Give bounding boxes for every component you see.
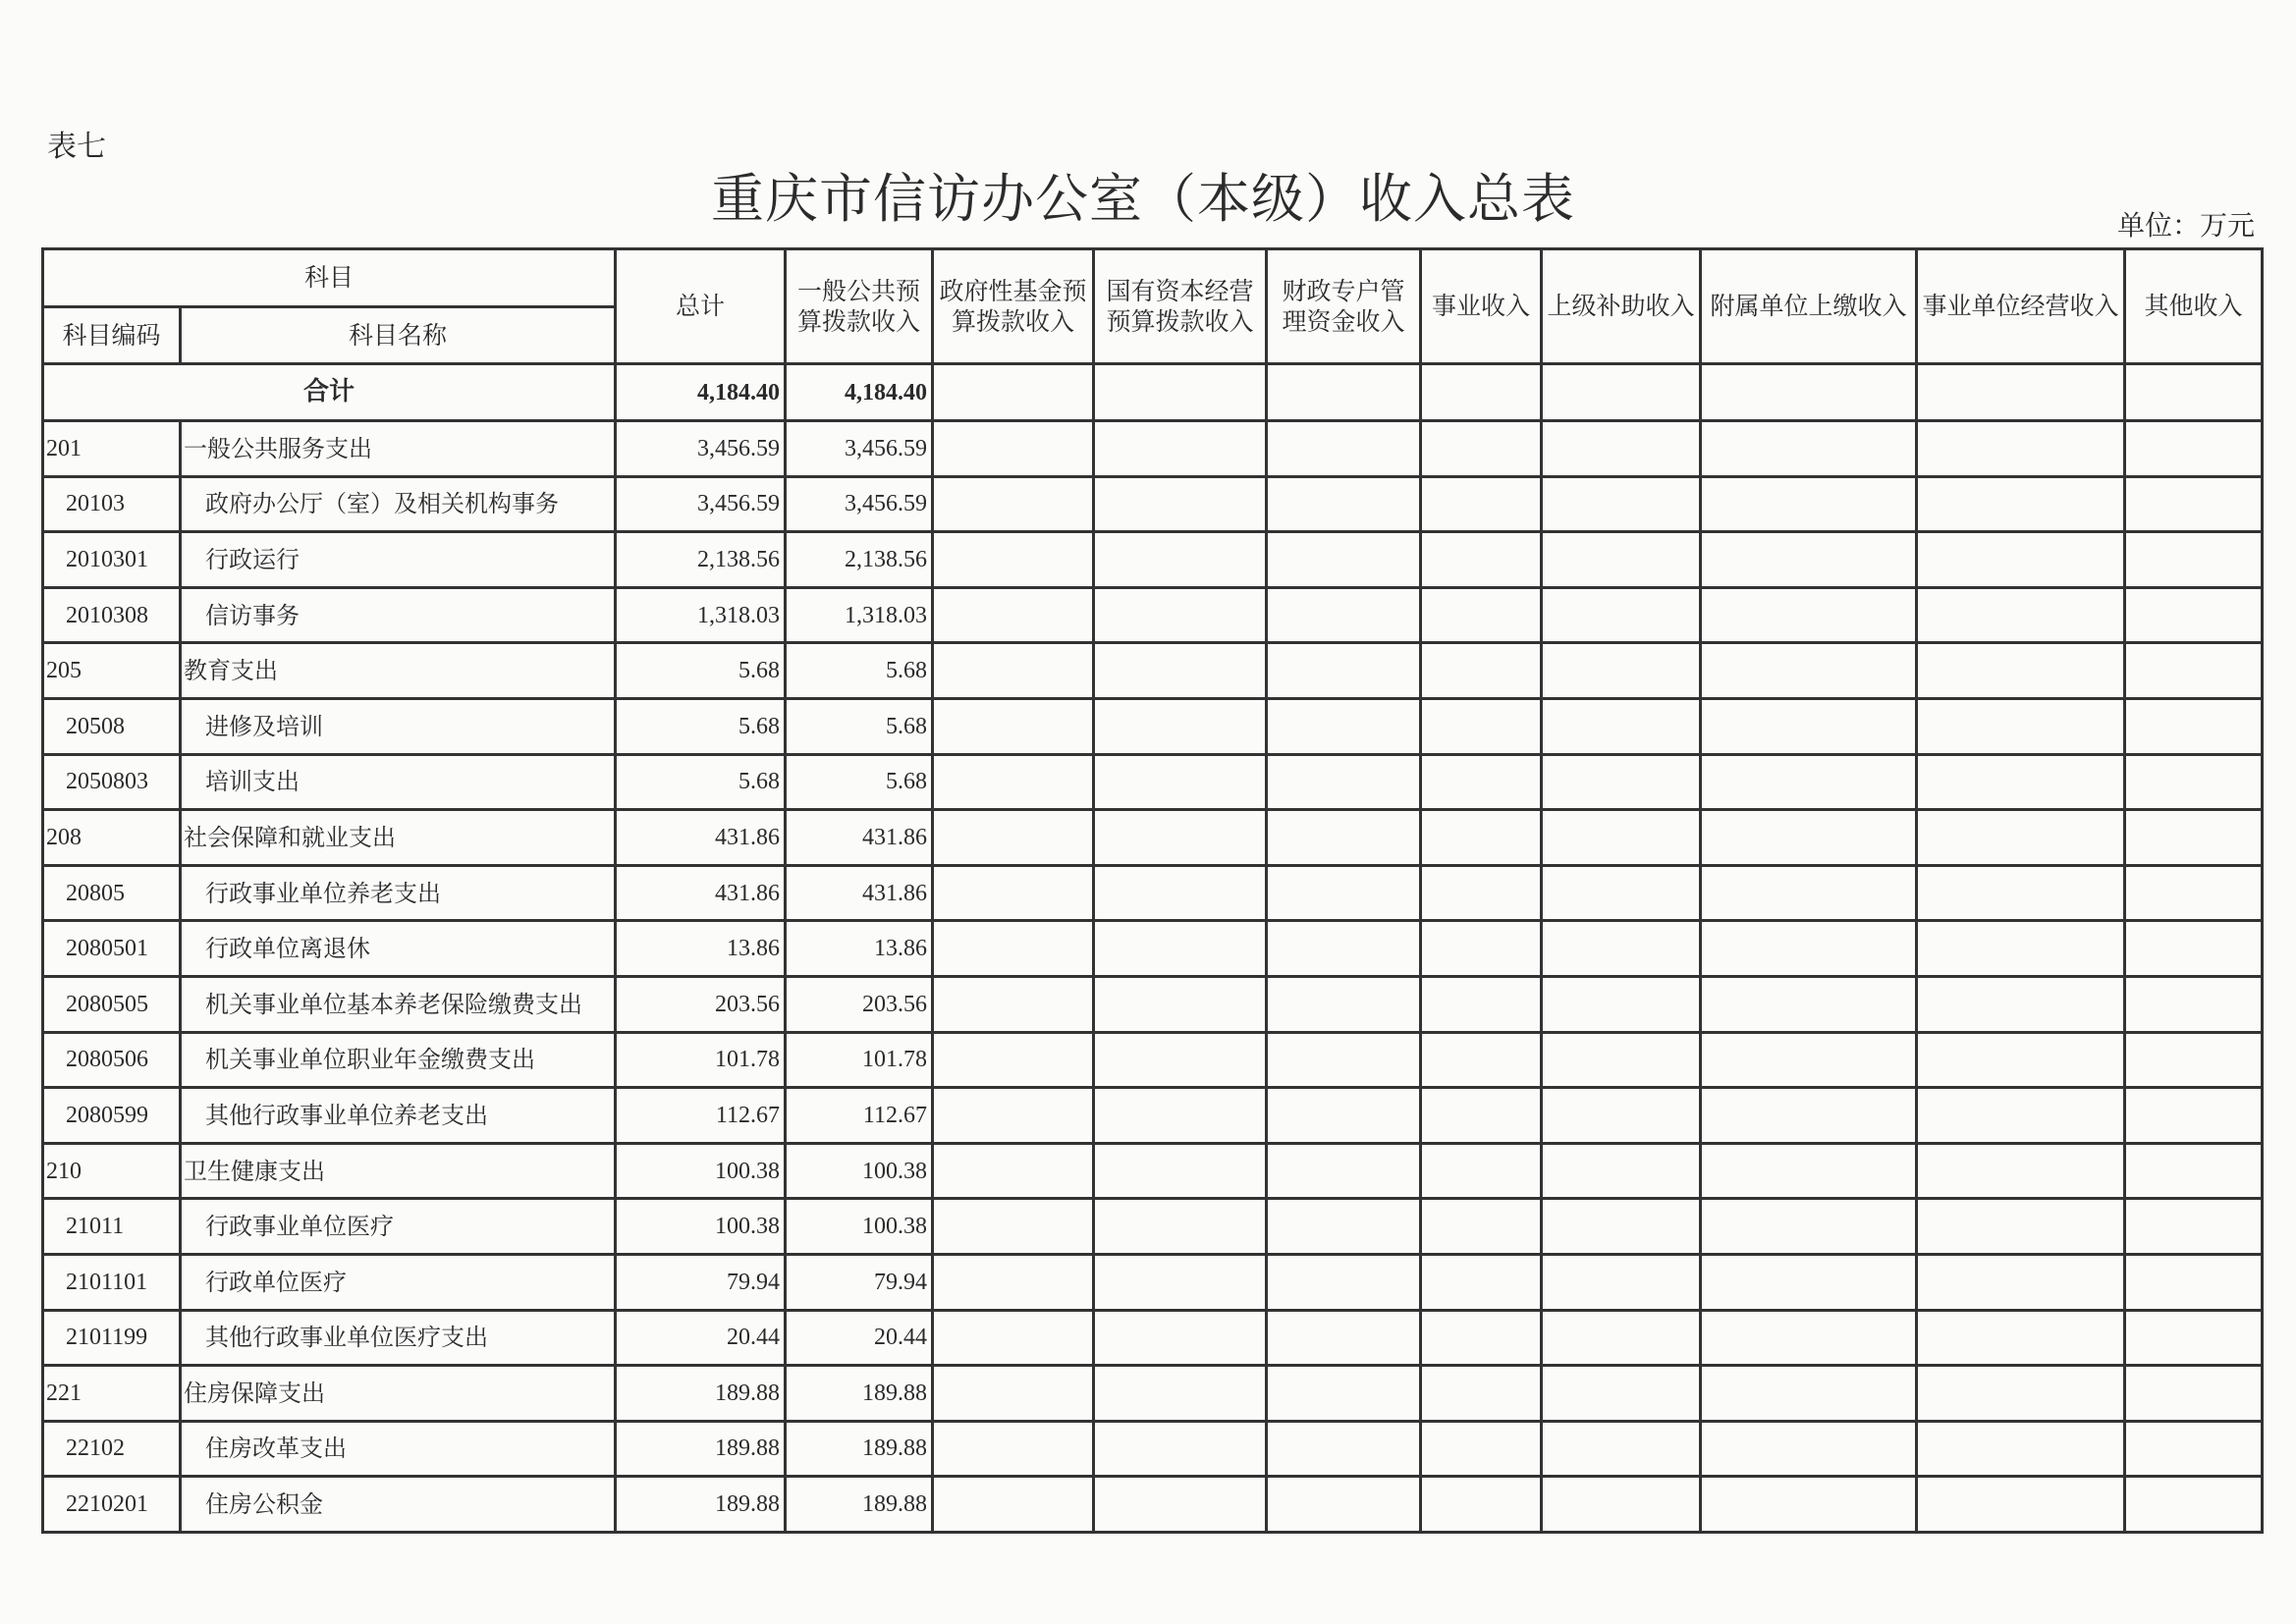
empty-cell: [1701, 1254, 1917, 1310]
header-subject-name: 科目名称: [181, 307, 616, 364]
table-row: [43, 1310, 2263, 1366]
empty-cell: [1094, 921, 1267, 977]
empty-cell: [1421, 810, 1542, 866]
empty-cell: [1267, 698, 1421, 754]
empty-cell: [1267, 1254, 1421, 1310]
empty-cell: [933, 976, 1094, 1032]
page-title-text: 重庆市信访办公室（本级）收入总表: [711, 168, 1575, 230]
table-row: [43, 865, 2263, 921]
general-budget-amount: 100.38: [786, 1199, 933, 1255]
table-row: [43, 643, 2263, 699]
empty-cell: [1917, 976, 2125, 1032]
income-summary-table: [41, 247, 2264, 1534]
header-col-general-budget: 一般公共预算拨款收入: [786, 249, 933, 364]
empty-cell: [1917, 1032, 2125, 1088]
table-row: [43, 1199, 2263, 1255]
empty-cell: [1094, 476, 1267, 532]
subject-name: 住房改革支出: [181, 1421, 616, 1477]
empty-cell: [1542, 1199, 1701, 1255]
subject-code: 2101199: [43, 1310, 181, 1366]
empty-cell: [1917, 532, 2125, 588]
subject-name: 行政事业单位养老支出: [181, 865, 616, 921]
subject-code: 2050803: [43, 754, 181, 810]
empty-cell: [1542, 532, 1701, 588]
empty-cell: [1094, 754, 1267, 810]
total-amount: 189.88: [616, 1366, 786, 1422]
empty-cell: [1917, 1254, 2125, 1310]
subject-name: 教育支出: [181, 643, 616, 699]
empty-cell: [1542, 364, 1701, 421]
empty-cell: [1267, 754, 1421, 810]
empty-cell: [933, 1088, 1094, 1144]
empty-cell: [1701, 643, 1917, 699]
header-col-affiliated-payment: 附属单位上缴收入: [1701, 249, 1917, 364]
table-row: [43, 476, 2263, 532]
empty-cell: [1917, 364, 2125, 421]
subject-code: 2080599: [43, 1088, 181, 1144]
subject-name: 政府办公厅（室）及相关机构事务: [181, 476, 616, 532]
general-budget-amount: 5.68: [786, 754, 933, 810]
header-col-total: 总计: [616, 249, 786, 364]
empty-cell: [1094, 1310, 1267, 1366]
empty-cell: [1701, 1143, 1917, 1199]
total-amount: 13.86: [616, 921, 786, 977]
empty-cell: [1267, 532, 1421, 588]
empty-cell: [1917, 1366, 2125, 1422]
header-col-gov-fund: 政府性基金预算拨款收入: [933, 249, 1094, 364]
empty-cell: [1542, 754, 1701, 810]
total-amount: 100.38: [616, 1199, 786, 1255]
empty-cell: [933, 532, 1094, 588]
empty-cell: [933, 587, 1094, 643]
empty-cell: [1421, 476, 1542, 532]
subject-code: 2080501: [43, 921, 181, 977]
empty-cell: [2125, 976, 2263, 1032]
empty-cell: [1542, 921, 1701, 977]
empty-cell: [1094, 643, 1267, 699]
empty-cell: [1701, 1199, 1917, 1255]
table-row: [43, 1366, 2263, 1422]
empty-cell: [2125, 921, 2263, 977]
empty-cell: [933, 364, 1094, 421]
total-amount: 79.94: [616, 1254, 786, 1310]
total-amount: 112.67: [616, 1088, 786, 1144]
empty-cell: [1421, 921, 1542, 977]
empty-cell: [2125, 364, 2263, 421]
subject-code: 21011: [43, 1199, 181, 1255]
empty-cell: [1701, 1421, 1917, 1477]
empty-cell: [1094, 865, 1267, 921]
subject-code: 20103: [43, 476, 181, 532]
subject-code: 2210201: [43, 1477, 181, 1533]
subject-name: 卫生健康支出: [181, 1143, 616, 1199]
empty-cell: [1267, 921, 1421, 977]
empty-cell: [1917, 1199, 2125, 1255]
empty-cell: [1267, 1032, 1421, 1088]
subject-name: 一般公共服务支出: [181, 421, 616, 477]
subject-name: 其他行政事业单位养老支出: [181, 1088, 616, 1144]
empty-cell: [1917, 1310, 2125, 1366]
empty-cell: [1542, 1032, 1701, 1088]
empty-cell: [1421, 976, 1542, 1032]
total-amount: 431.86: [616, 865, 786, 921]
general-budget-amount: 5.68: [786, 698, 933, 754]
table-row: [43, 698, 2263, 754]
table-row: [43, 587, 2263, 643]
empty-cell: [933, 1032, 1094, 1088]
total-amount: 5.68: [616, 754, 786, 810]
empty-cell: [1542, 421, 1701, 477]
empty-cell: [1917, 476, 2125, 532]
empty-cell: [1917, 1477, 2125, 1533]
empty-cell: [933, 643, 1094, 699]
table-row: [43, 421, 2263, 477]
total-amount: 189.88: [616, 1477, 786, 1533]
subject-code: 2080506: [43, 1032, 181, 1088]
empty-cell: [1094, 587, 1267, 643]
total-amount: 189.88: [616, 1421, 786, 1477]
empty-cell: [1267, 1088, 1421, 1144]
subject-name: 进修及培训: [181, 698, 616, 754]
empty-cell: [1421, 698, 1542, 754]
general-budget-amount: 13.86: [786, 921, 933, 977]
subject-name: 其他行政事业单位医疗支出: [181, 1310, 616, 1366]
general-budget-amount: 203.56: [786, 976, 933, 1032]
empty-cell: [1701, 421, 1917, 477]
empty-cell: [1701, 698, 1917, 754]
general-budget-amount: 189.88: [786, 1366, 933, 1422]
empty-cell: [1917, 698, 2125, 754]
empty-cell: [1701, 1088, 1917, 1144]
subject-name: 机关事业单位职业年金缴费支出: [181, 1032, 616, 1088]
empty-cell: [1701, 1310, 1917, 1366]
table-row: [43, 921, 2263, 977]
empty-cell: [1421, 1032, 1542, 1088]
empty-cell: [1917, 1143, 2125, 1199]
empty-cell: [2125, 532, 2263, 588]
empty-cell: [2125, 865, 2263, 921]
subject-code: 210: [43, 1143, 181, 1199]
general-budget-amount: 431.86: [786, 810, 933, 866]
general-budget-amount: 101.78: [786, 1032, 933, 1088]
empty-cell: [1421, 1254, 1542, 1310]
empty-cell: [2125, 1477, 2263, 1533]
empty-cell: [1542, 1254, 1701, 1310]
empty-cell: [1094, 1254, 1267, 1310]
table-row: [43, 1421, 2263, 1477]
total-amount: 431.86: [616, 810, 786, 866]
empty-cell: [1542, 1310, 1701, 1366]
empty-cell: [1421, 364, 1542, 421]
subject-code: 2080505: [43, 976, 181, 1032]
empty-cell: [1701, 1477, 1917, 1533]
empty-cell: [1701, 976, 1917, 1032]
empty-cell: [1094, 1088, 1267, 1144]
table-row: [43, 810, 2263, 866]
empty-cell: [1267, 587, 1421, 643]
page-title: [0, 157, 2296, 233]
empty-cell: [933, 1143, 1094, 1199]
general-budget-amount: 1,318.03: [786, 587, 933, 643]
empty-cell: [1094, 1199, 1267, 1255]
header-col-fiscal-special: 财政专户管理资金收入: [1267, 249, 1421, 364]
empty-cell: [1542, 1088, 1701, 1144]
empty-cell: [1094, 1421, 1267, 1477]
empty-cell: [933, 754, 1094, 810]
subject-name: 行政事业单位医疗: [181, 1199, 616, 1255]
empty-cell: [1421, 865, 1542, 921]
total-amount: 1,318.03: [616, 587, 786, 643]
subject-code: 2010301: [43, 532, 181, 588]
empty-cell: [1421, 421, 1542, 477]
form-number: 表七: [47, 130, 106, 164]
subject-code: 208: [43, 810, 181, 866]
empty-cell: [1094, 810, 1267, 866]
empty-cell: [1094, 1032, 1267, 1088]
empty-cell: [1267, 1366, 1421, 1422]
subject-code: 205: [43, 643, 181, 699]
header-row: [43, 249, 2263, 307]
empty-cell: [1701, 1032, 1917, 1088]
general-budget-amount: 100.38: [786, 1143, 933, 1199]
empty-cell: [1542, 976, 1701, 1032]
empty-cell: [1701, 754, 1917, 810]
unit-label: 单位：万元: [2116, 209, 2255, 242]
empty-cell: [1421, 643, 1542, 699]
table-row: [43, 754, 2263, 810]
empty-cell: [1267, 1143, 1421, 1199]
empty-cell: [1094, 976, 1267, 1032]
empty-cell: [1542, 698, 1701, 754]
empty-cell: [1917, 1421, 2125, 1477]
empty-cell: [1267, 643, 1421, 699]
empty-cell: [1917, 587, 2125, 643]
empty-cell: [933, 865, 1094, 921]
table-row: [43, 1254, 2263, 1310]
subject-name: 行政单位离退休: [181, 921, 616, 977]
general-budget-amount: 2,138.56: [786, 532, 933, 588]
empty-cell: [2125, 421, 2263, 477]
table-row: [43, 532, 2263, 588]
empty-cell: [1542, 476, 1701, 532]
total-amount: 2,138.56: [616, 532, 786, 588]
subject-name: 行政运行: [181, 532, 616, 588]
empty-cell: [2125, 476, 2263, 532]
subject-code: 201: [43, 421, 181, 477]
empty-cell: [2125, 1199, 2263, 1255]
empty-cell: [933, 421, 1094, 477]
general-budget-amount: 431.86: [786, 865, 933, 921]
table-row: [43, 1032, 2263, 1088]
table-row: [43, 1088, 2263, 1144]
empty-cell: [933, 1366, 1094, 1422]
subject-name: 住房保障支出: [181, 1366, 616, 1422]
empty-cell: [1542, 810, 1701, 866]
empty-cell: [933, 476, 1094, 532]
empty-cell: [1094, 1143, 1267, 1199]
empty-cell: [933, 698, 1094, 754]
total-amount: 4,184.40: [616, 364, 786, 421]
empty-cell: [1421, 587, 1542, 643]
total-general-budget: 4,184.40: [786, 364, 933, 421]
empty-cell: [1917, 810, 2125, 866]
subject-code: 221: [43, 1366, 181, 1422]
empty-cell: [933, 1310, 1094, 1366]
empty-cell: [1421, 1088, 1542, 1144]
empty-cell: [2125, 1088, 2263, 1144]
general-budget-amount: 3,456.59: [786, 476, 933, 532]
general-budget-amount: 3,456.59: [786, 421, 933, 477]
header-col-state-capital: 国有资本经营预算拨款收入: [1094, 249, 1267, 364]
empty-cell: [1267, 976, 1421, 1032]
empty-cell: [1542, 643, 1701, 699]
empty-cell: [1267, 865, 1421, 921]
subject-code: 2101101: [43, 1254, 181, 1310]
empty-cell: [1542, 865, 1701, 921]
empty-cell: [2125, 754, 2263, 810]
empty-cell: [2125, 587, 2263, 643]
empty-cell: [1542, 1421, 1701, 1477]
general-budget-amount: 79.94: [786, 1254, 933, 1310]
empty-cell: [1917, 1088, 2125, 1144]
header-col-other-income: 其他收入: [2125, 249, 2263, 364]
total-amount: 100.38: [616, 1143, 786, 1199]
subject-code: 22102: [43, 1421, 181, 1477]
subject-name: 住房公积金: [181, 1477, 616, 1533]
subject-code: 20508: [43, 698, 181, 754]
empty-cell: [1917, 421, 2125, 477]
empty-cell: [933, 921, 1094, 977]
empty-cell: [1542, 1143, 1701, 1199]
empty-cell: [1267, 421, 1421, 477]
empty-cell: [1701, 364, 1917, 421]
empty-cell: [1701, 532, 1917, 588]
empty-cell: [1094, 1477, 1267, 1533]
empty-cell: [1701, 810, 1917, 866]
empty-cell: [1267, 1421, 1421, 1477]
empty-cell: [2125, 810, 2263, 866]
subject-name: 信访事务: [181, 587, 616, 643]
total-amount: 20.44: [616, 1310, 786, 1366]
header-subject-group: 科目: [43, 249, 616, 307]
empty-cell: [1421, 532, 1542, 588]
empty-cell: [933, 1477, 1094, 1533]
subject-code: 20805: [43, 865, 181, 921]
total-amount: 3,456.59: [616, 421, 786, 477]
empty-cell: [1917, 921, 2125, 977]
total-row: [43, 364, 2263, 421]
empty-cell: [1701, 921, 1917, 977]
empty-cell: [2125, 1366, 2263, 1422]
empty-cell: [2125, 1421, 2263, 1477]
empty-cell: [2125, 1143, 2263, 1199]
empty-cell: [1094, 364, 1267, 421]
header-subject-code: 科目编码: [43, 307, 181, 364]
empty-cell: [933, 810, 1094, 866]
empty-cell: [1094, 421, 1267, 477]
empty-cell: [1701, 587, 1917, 643]
general-budget-amount: 189.88: [786, 1477, 933, 1533]
empty-cell: [1267, 364, 1421, 421]
empty-cell: [1917, 643, 2125, 699]
header-col-business-income: 事业收入: [1421, 249, 1542, 364]
subject-code: 2010308: [43, 587, 181, 643]
subject-name: 机关事业单位基本养老保险缴费支出: [181, 976, 616, 1032]
header-col-operating-income: 事业单位经营收入: [1917, 249, 2125, 364]
empty-cell: [1267, 1477, 1421, 1533]
empty-cell: [1421, 754, 1542, 810]
general-budget-amount: 189.88: [786, 1421, 933, 1477]
empty-cell: [1701, 476, 1917, 532]
subject-name: 培训支出: [181, 754, 616, 810]
empty-cell: [1917, 754, 2125, 810]
empty-cell: [1267, 1199, 1421, 1255]
empty-cell: [1421, 1477, 1542, 1533]
subject-name: 社会保障和就业支出: [181, 810, 616, 866]
empty-cell: [1421, 1366, 1542, 1422]
empty-cell: [933, 1254, 1094, 1310]
total-amount: 5.68: [616, 698, 786, 754]
empty-cell: [1094, 532, 1267, 588]
empty-cell: [1094, 698, 1267, 754]
empty-cell: [1421, 1421, 1542, 1477]
header-col-superior-subsidy: 上级补助收入: [1542, 249, 1701, 364]
empty-cell: [2125, 698, 2263, 754]
empty-cell: [1701, 865, 1917, 921]
table-row: [43, 1143, 2263, 1199]
empty-cell: [1267, 476, 1421, 532]
empty-cell: [2125, 1254, 2263, 1310]
empty-cell: [1917, 865, 2125, 921]
total-amount: 5.68: [616, 643, 786, 699]
empty-cell: [2125, 643, 2263, 699]
empty-cell: [2125, 1032, 2263, 1088]
total-amount: 101.78: [616, 1032, 786, 1088]
empty-cell: [1094, 1366, 1267, 1422]
empty-cell: [933, 1199, 1094, 1255]
general-budget-amount: 112.67: [786, 1088, 933, 1144]
empty-cell: [1421, 1199, 1542, 1255]
subject-name: 行政单位医疗: [181, 1254, 616, 1310]
table-row: [43, 1477, 2263, 1533]
empty-cell: [1267, 810, 1421, 866]
empty-cell: [933, 1421, 1094, 1477]
empty-cell: [1701, 1366, 1917, 1422]
general-budget-amount: 20.44: [786, 1310, 933, 1366]
empty-cell: [1267, 1310, 1421, 1366]
empty-cell: [1421, 1143, 1542, 1199]
table-row: [43, 976, 2263, 1032]
total-amount: 203.56: [616, 976, 786, 1032]
empty-cell: [1542, 587, 1701, 643]
empty-cell: [1542, 1477, 1701, 1533]
empty-cell: [1542, 1366, 1701, 1422]
empty-cell: [2125, 1310, 2263, 1366]
general-budget-amount: 5.68: [786, 643, 933, 699]
total-amount: 3,456.59: [616, 476, 786, 532]
total-label: 合计: [43, 364, 616, 421]
empty-cell: [1421, 1310, 1542, 1366]
